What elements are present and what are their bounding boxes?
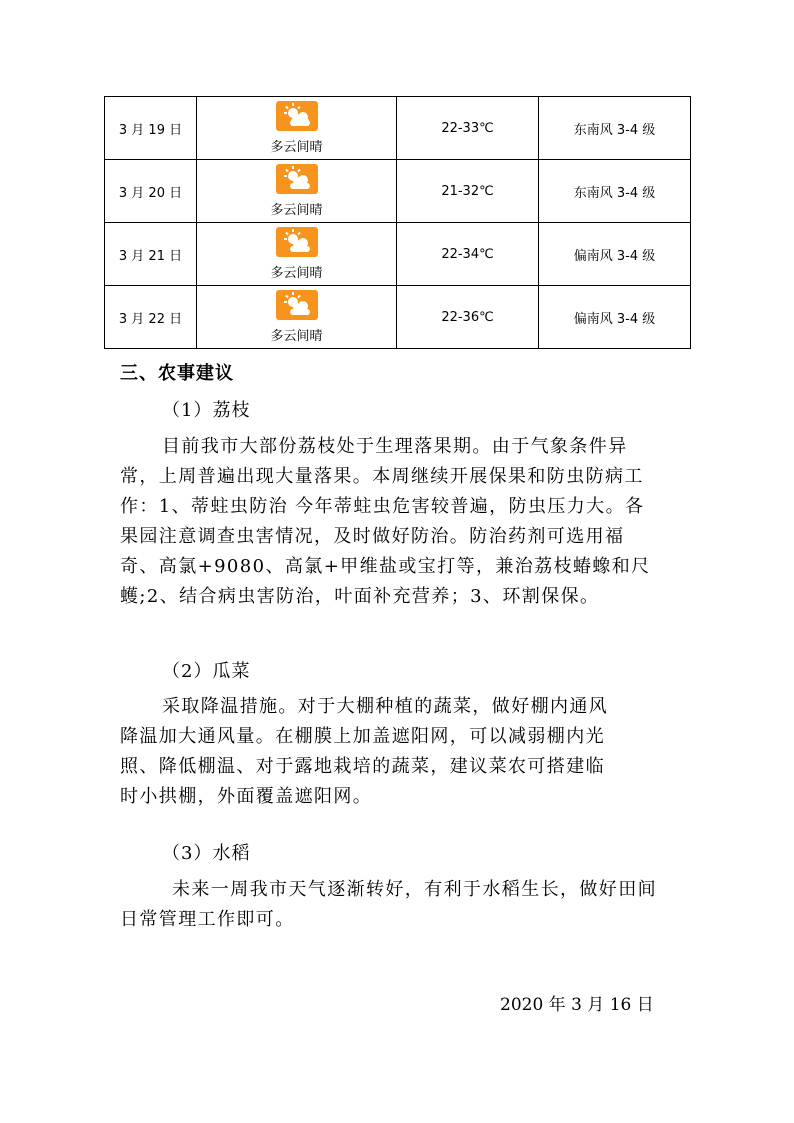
weather-condition: 多云间晴 [270,203,323,218]
paragraph-litchi [120,432,680,612]
weather-cell [197,286,397,349]
subsection-title-rice: （3）水稻 [162,843,251,864]
paragraph-line: 采取降温措施。对于大棚种植的蔬菜，做好棚内通风 [162,696,609,717]
paragraph-line: 日常管理工作即可。 [120,909,295,930]
paragraph-line: 常，上周普遍出现大量落果。本周继续开展保果和防虫防病工 [120,466,644,487]
document-date: 2020 年 3 月 16 日 [500,995,654,1015]
wind-cell: 偏南风 3-4 级 [539,223,691,286]
wind-cell: 东南风 3-4 级 [539,97,691,160]
subsection-title-litchi: （1）荔枝 [162,400,251,421]
date-cell: 3 月 20 日 [105,160,197,223]
temperature-cell: 22-36℃ [397,286,539,349]
wind-cell: 偏南风 3-4 级 [539,286,691,349]
paragraph-line: 果园注意调查虫害情况，及时做好防治。防治药剂可选用福 [120,526,625,547]
section-heading-farming-advice: 三、农事建议 [120,363,234,384]
table-row [105,97,691,160]
paragraph-line: 降温加大通风量。在棚膜上加盖遮阳网，可以减弱棚内光 [120,726,605,747]
weather-cell [197,223,397,286]
weather-forecast-table [104,96,691,349]
paragraph-line: 目前我市大部份荔枝处于生理落果期。由于气象条件异 [162,436,628,457]
partly-cloudy-icon [276,101,318,131]
wind-cell: 东南风 3-4 级 [539,160,691,223]
subsection-title-vegetables: （2）瓜菜 [162,661,251,682]
temperature-cell: 22-33℃ [397,97,539,160]
temperature-cell: 21-32℃ [397,160,539,223]
weather-condition: 多云间晴 [270,266,323,281]
paragraph-line: 作：1、蒂蛀虫防治 今年蒂蛀虫危害较普遍，防虫压力大。各 [120,496,645,517]
partly-cloudy-icon [276,164,318,194]
weather-cell [197,97,397,160]
paragraph-vegetables [120,692,680,812]
paragraph-line: 蠖;2、结合病虫害防治，叶面补充营养；3、环割保保。 [120,586,600,607]
partly-cloudy-icon [276,227,318,257]
temperature-cell: 22-34℃ [397,223,539,286]
paragraph-line: 未来一周我市天气逐渐转好，有利于水稻生长，做好田间 [172,879,657,900]
table-row [105,160,691,223]
table-row [105,286,691,349]
date-cell: 3 月 22 日 [105,286,197,349]
partly-cloudy-icon [276,290,318,320]
weather-condition: 多云间晴 [270,140,323,155]
date-cell: 3 月 21 日 [105,223,197,286]
weather-condition: 多云间晴 [270,329,323,344]
table-row [105,223,691,286]
paragraph-line: 时小拱棚，外面覆盖遮阳网。 [120,786,373,807]
paragraph-line: 照、降低棚温、对于露地栽培的蔬菜，建议菜农可搭建临 [120,756,605,777]
paragraph-rice [120,875,680,935]
date-cell: 3 月 19 日 [105,97,197,160]
weather-cell [197,160,397,223]
paragraph-line: 奇、高氯+9080、高氯+甲维盐或宝打等，兼治荔枝蝽蟓和尺 [120,556,651,577]
